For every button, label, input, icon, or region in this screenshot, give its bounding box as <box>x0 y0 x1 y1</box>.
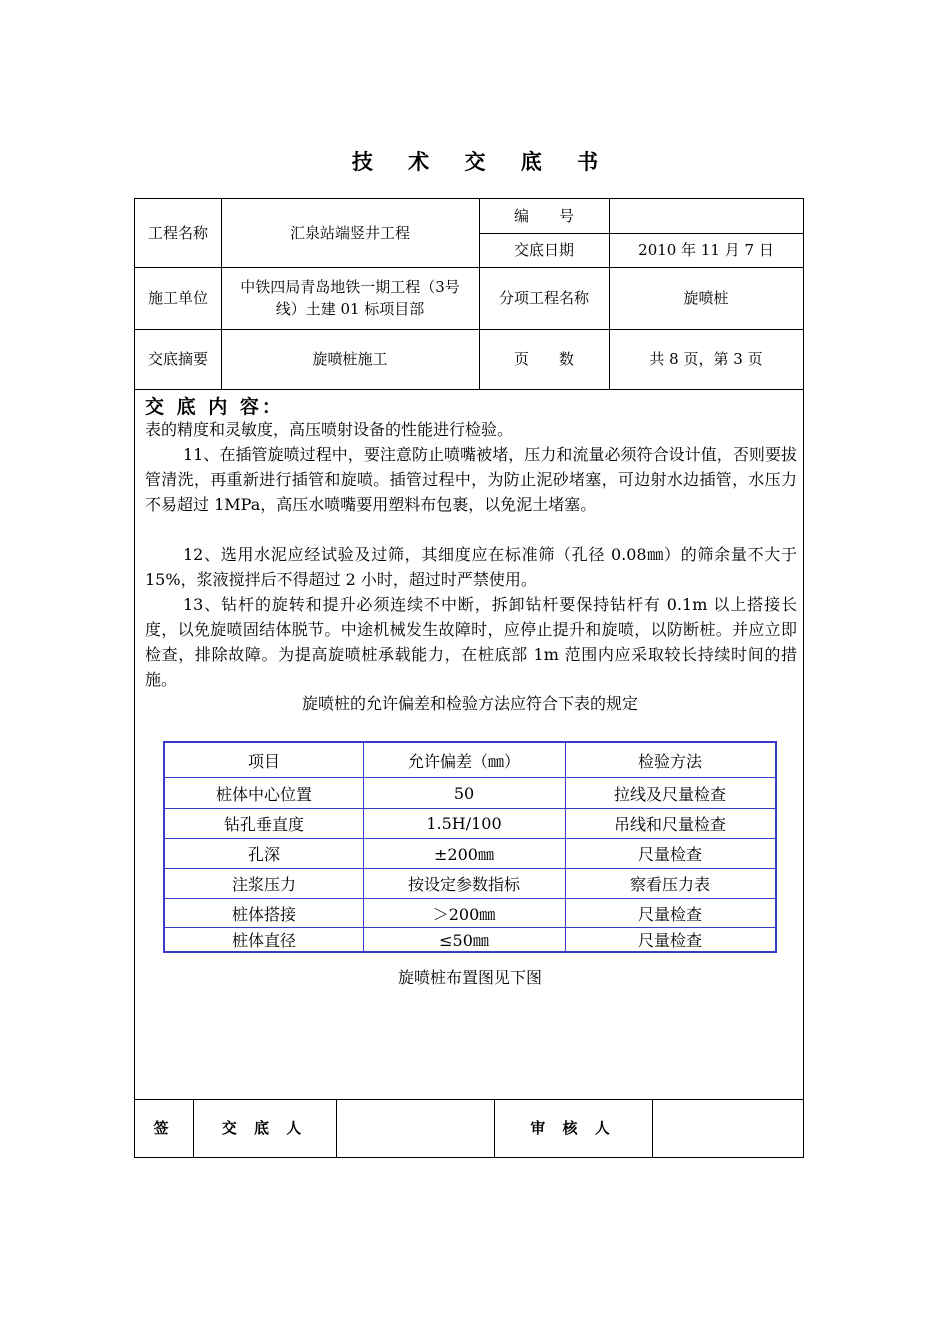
contractor-value: 中铁四局青岛地铁一期工程（3号线）土建 01 标项目部 <box>240 278 460 318</box>
issuer-signature-field[interactable] <box>336 1099 494 1157</box>
table-cell: 拉线及尺量检查 <box>613 784 726 804</box>
reviewer-label: 审 核 人 <box>530 1119 616 1137</box>
project-name-label: 工程名称 <box>147 224 208 242</box>
summary-value: 旋喷桩施工 <box>312 350 388 368</box>
subitem-value: 旋喷桩 <box>683 289 729 307</box>
table-caption: 旋喷桩的允许偏差和检验方法应符合下表的规定 <box>301 694 638 713</box>
table-cell: 钻孔垂直度 <box>223 815 304 834</box>
table-header: 项目 <box>247 751 280 771</box>
pages-value: 共 8 页，第 3 页 <box>649 350 763 368</box>
summary-label: 交底摘要 <box>147 350 208 368</box>
table-cell: 孔深 <box>247 845 280 864</box>
table-cell: 尺量检查 <box>637 931 702 950</box>
table-cell: 尺量检查 <box>637 904 702 924</box>
paragraph-continued: 表的精度和灵敏度，高压喷射设备的性能进行检验。 <box>145 420 514 439</box>
table-cell: ＞200㎜ <box>432 904 496 924</box>
number-value <box>609 199 803 233</box>
number-label: 编 号 <box>513 207 574 225</box>
table-cell: 50 <box>453 783 475 803</box>
table-cell: 吊线和尺量检查 <box>613 815 726 834</box>
table-cell: 桩体中心位置 <box>215 784 312 804</box>
table-header: 检验方法 <box>637 751 702 771</box>
table-cell: 尺量检查 <box>637 845 702 864</box>
table-cell: 桩体搭接 <box>231 904 296 924</box>
table-cell: ±200㎜ <box>434 845 494 864</box>
layout-note: 旋喷桩布置图见下图 <box>397 968 542 987</box>
table-cell: 桩体直径 <box>231 931 296 950</box>
table-cell: 按设定参数指标 <box>407 875 520 894</box>
date-label: 交底日期 <box>513 241 574 259</box>
paragraph-11: 11、在插管旋喷过程中，要注意防止喷嘴被堵，压力和流量必须符合设计值，否则要拔管清洗，再重新进行插管和旋喷。插管过程中，为防止泥砂堵塞，可边射水边插管，水压力不易超过 1MPa，高压水喷嘴要用塑料布包裹，以免泥土堵塞。 <box>145 445 797 514</box>
table-header: 允许偏差（㎜） <box>407 751 520 771</box>
tolerance-table <box>163 741 777 953</box>
paragraph-12: 12、选用水泥应经试验及过筛，其细度应在标准筛（孔径 0.08㎜）的筛余量不大于 15%，浆液搅拌后不得超过 2 小时，超过时严禁使用。 <box>145 545 797 589</box>
project-name-value: 汇泉站端竖井工程 <box>289 224 410 242</box>
document-title: 技 术 交 底 书 <box>351 150 613 174</box>
reviewer-signature-field[interactable] <box>652 1099 803 1157</box>
paragraph-13: 13、钻杆的旋转和提升必须连续不中断，拆卸钻杆要保持钻杆有 0.1m 以上搭接长度，以免旋喷固结体脱节。中途机械发生故障时，应停止提升和旋喷，以防断桩。并应立即检查，排除故障。为提高旋喷桩承载能力，在桩底部 1m 范围内应采取较长持续时间的措施。 <box>145 595 797 689</box>
subitem-label: 分项工程名称 <box>498 289 589 307</box>
issuer-label: 交 底 人 <box>221 1119 308 1137</box>
contractor-label: 施工单位 <box>147 289 208 307</box>
disclosure-form <box>134 198 804 1158</box>
table-cell: 察看压力表 <box>629 875 710 894</box>
table-cell: ≤50㎜ <box>439 931 489 950</box>
sign-label: 签 <box>153 1119 175 1137</box>
pages-label: 页 数 <box>513 350 574 368</box>
table-cell: 1.5H/100 <box>426 814 502 833</box>
content-heading: 交 底 内 容： <box>145 396 284 418</box>
table-cell: 注浆压力 <box>231 875 296 894</box>
date-value: 2010 年 11 月 7 日 <box>638 241 774 259</box>
